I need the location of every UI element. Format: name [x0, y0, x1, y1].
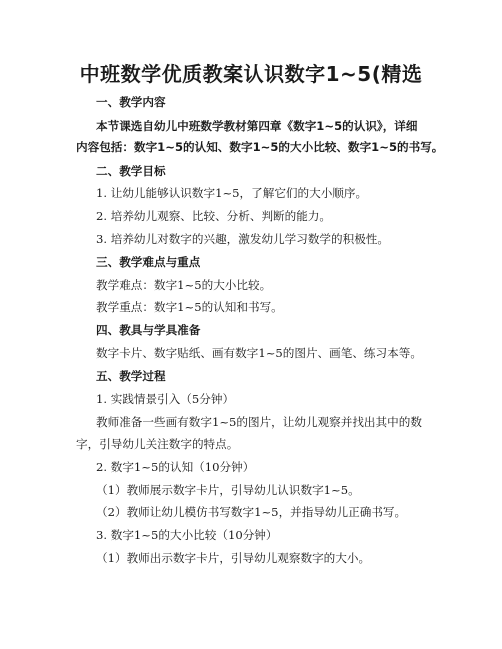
list-item: （2）教师让幼儿模仿书写数字1~5，并指导幼儿正确书写。 — [96, 505, 407, 519]
list-item: 3. 数字1~5的大小比较（10分钟） — [96, 528, 278, 542]
paragraph-line: 教学难点：数字1~5的大小比较。 — [96, 278, 272, 292]
list-item: 2. 数字1~5的认知（10分钟） — [96, 460, 255, 474]
section-heading: 五、教学过程 — [96, 369, 166, 383]
section-heading: 四、教具与学具准备 — [96, 323, 201, 337]
list-item: 2. 培养幼儿观察、比较、分析、判断的能力。 — [96, 209, 332, 223]
list-item: （1）教师出示数字卡片，引导幼儿观察数字的大小。 — [96, 551, 371, 565]
paragraph-line: 字，引导幼儿关注数字的特点。 — [76, 437, 239, 451]
list-item: 1. 让幼儿能够认识数字1~5，了解它们的大小顺序。 — [96, 186, 368, 200]
paragraph-line: 数字卡片、数字贴纸、画有数字1~5的图片、画笔、练习本等。 — [96, 346, 422, 360]
section-heading: 三、教学难点与重点 — [96, 255, 201, 269]
list-item: （1）教师展示数字卡片，引导幼儿认识数字1~5。 — [96, 483, 360, 497]
paragraph-line: 本节课选自幼儿中班数学教材第四章《数字1~5的认识》，详细 — [96, 119, 418, 133]
document-title: 中班数学优质教案认识数字1~5(精选 — [79, 62, 423, 86]
list-item: 1. 实践情景引入（5分钟） — [96, 392, 235, 406]
section-heading: 一、教学内容 — [96, 95, 166, 109]
list-item: 3. 培养幼儿对数字的兴趣，激发幼儿学习数学的积极性。 — [96, 232, 389, 246]
paragraph-line: 教学重点：数字1~5的认知和书写。 — [96, 300, 283, 314]
section-heading: 二、教学目标 — [96, 164, 166, 178]
paragraph-line: 内容包括：数字1~5的认知、数字1~5的大小比较、数字1~5的书写。 — [76, 140, 444, 154]
paragraph-line: 教师准备一些画有数字1~5的图片，让幼儿观察并找出其中的数 — [96, 415, 422, 429]
